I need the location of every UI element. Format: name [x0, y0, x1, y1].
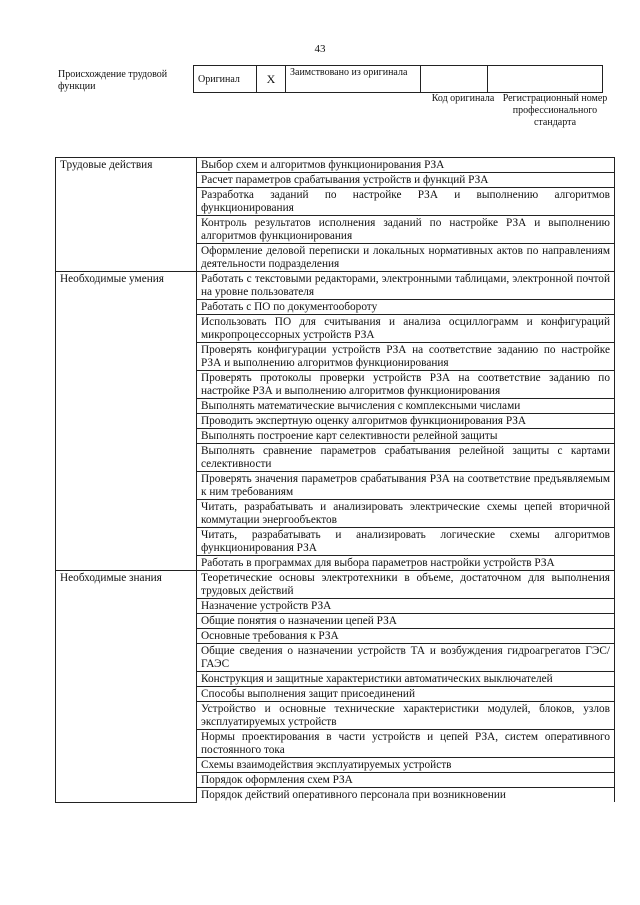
functions-table [55, 157, 615, 803]
section-item: Способы выполнения защит присоединений [197, 687, 615, 702]
borrowed-label: Заимствовано из оригинала [286, 66, 421, 93]
registration-number-cell [488, 66, 603, 93]
table-row [56, 272, 615, 300]
section-item: Контроль результатов исполнения заданий по настройке РЗА и выполнению алгоритмов функционирования [197, 216, 615, 244]
section-label: Необходимые умения [56, 272, 197, 571]
section-item: Читать, разрабатывать и анализировать логические схемы алгоритмов функционирования РЗА [197, 528, 615, 556]
section-item: Работать с текстовыми редакторами, электронными таблицами, электронной почтой на уровне пользователя [197, 272, 615, 300]
section-item: Основные требования к РЗА [197, 629, 615, 644]
original-code-cell [421, 66, 488, 93]
section-item: Проводить экспертную оценку алгоритмов функционирования РЗА [197, 414, 615, 429]
section-item: Проверять значения параметров срабатывания РЗА на соответствие предъявляемым к ним требованиям [197, 472, 615, 500]
section-item: Общие понятия о назначении цепей РЗА [197, 614, 615, 629]
table-row [56, 158, 615, 173]
section-item: Выполнять математические вычисления с комплексными числами [197, 399, 615, 414]
page-number: 43 [314, 43, 326, 55]
section-label: Трудовые действия [56, 158, 197, 272]
section-item: Устройство и основные технические характеристики модулей, блоков, узлов эксплуатируемых устройств [197, 702, 615, 730]
section-item: Расчет параметров срабатывания устройств и функций РЗА [197, 173, 615, 188]
section-item: Схемы взаимодействия эксплуатируемых устройств [197, 758, 615, 773]
section-item: Теоретические основы электротехники в объеме, достаточном для выполнения трудовых действий [197, 571, 615, 599]
section-item: Оформление деловой переписки и локальных нормативных актов по направлениям деятельности подразделения [197, 244, 615, 272]
table-row [56, 571, 615, 599]
section-item: Использовать ПО для считывания и анализа осциллограмм и конфигураций микропроцессорных устройств РЗА [197, 315, 615, 343]
section-item: Общие сведения о назначении устройств ТА и возбуждения гидроагрегатов ГЭС/ГАЭС [197, 644, 615, 672]
section-item: Выполнять сравнение параметров срабатывания релейной защиты с картами селективности [197, 444, 615, 472]
section-item: Разработка заданий по настройке РЗА и выполнению алгоритмов функционирования [197, 188, 615, 216]
section-item: Порядок действий оперативного персонала при возникновении [197, 788, 615, 803]
section-item: Проверять протоколы проверки устройств РЗА на соответствие заданию по настройке РЗА и выполнению алгоритмов функционирования [197, 371, 615, 399]
section-item: Выбор схем и алгоритмов функционирования РЗА [197, 158, 615, 173]
section-label: Необходимые знания [56, 571, 197, 803]
section-item: Конструкция и защитные характеристики автоматических выключателей [197, 672, 615, 687]
section-item: Проверять конфигурации устройств РЗА на соответствие заданию по настройке РЗА и выполнению алгоритмов функционирования [197, 343, 615, 371]
original-mark: X [257, 66, 286, 93]
code-caption: Код оригинала [431, 93, 495, 104]
section-item: Выполнять построение карт селективности релейной защиты [197, 429, 615, 444]
origin-table [193, 65, 603, 93]
section-item: Работать в программах для выбора параметров настройки устройств РЗА [197, 556, 615, 571]
origin-label: Происхождение трудовой функции [58, 69, 168, 92]
section-item: Порядок оформления схем РЗА [197, 773, 615, 788]
section-item: Нормы проектирования в части устройств и цепей РЗА, систем оперативного постоянного тока [197, 730, 615, 758]
section-item: Работать с ПО по документообороту [197, 300, 615, 315]
registration-caption: Регистрационный номер профессионального стандарта [502, 93, 608, 128]
section-item: Назначение устройств РЗА [197, 599, 615, 614]
original-label: Оригинал [194, 66, 257, 93]
section-item: Читать, разрабатывать и анализировать электрические схемы цепей вторичной коммутации энергообъектов [197, 500, 615, 528]
